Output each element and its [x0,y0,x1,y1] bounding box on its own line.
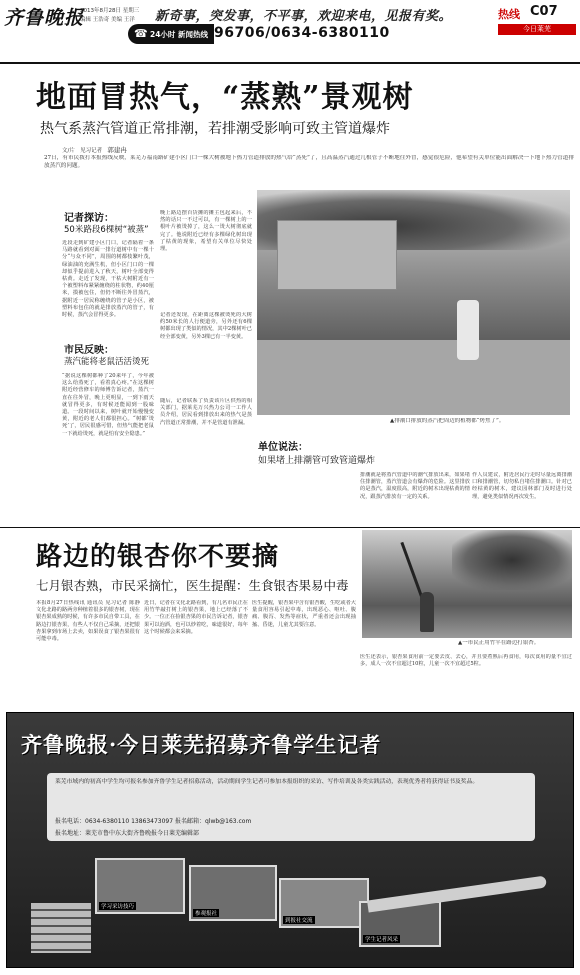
story2-headline: 路边的银杏你不要摘 [36,542,280,572]
masthead-date: 2013年8月28日 星期三 [80,8,140,14]
ginkgo-tree-shape [452,530,572,590]
story1-col1b: “据说这棵树都种了20来年了，今年被这么给蒸死了，看着真心疼。”在这棵树附近经营修车的师傅告诉记者，蒸汽一直在往外冒，晚上更明显，一到下雨天就冒得更多，有时候还能闻到一股味道。一段时间以来，树叶就开始慢慢变黄，附近的老人们都很担心。“树都‘烫死’了，居民很感可惜，但热气能把老鼠一下就给烫死，就是怕有安全隐患。” [62,373,154,437]
masthead-rule [0,62,580,64]
section-label: 热线 [498,8,520,21]
story1-col2c: 随后，记者联系了负责该片区供热的相关部门，据莱芜万兴热力公司一工作人员介绍，居民看到排放出来的热气是蒸汽管道正常排潮，并不是管道有泄漏。 [160,398,252,426]
ad-title: 齐鲁晚报·今日莱芜招募齐鲁学生记者 [21,732,382,757]
sec2-subtitle: 蒸汽能将老鼠活活烫死 [64,357,150,367]
story1-photo [257,190,570,415]
sec2-title: 市民反映： [64,345,114,356]
story-divider [0,527,580,528]
ad-photo-2: 参观报社 [189,865,277,921]
steam-pipe-shape [457,300,479,360]
masthead-slogan: 新奇事，突发事，不平事，欢迎来电，见报有奖。 [155,9,453,24]
sub-section-bar: 今日莱芜 [498,24,576,35]
road-shape [257,340,570,415]
hotline-number: 96706/0634-6380110 [214,25,390,41]
story2-col1: 本报8月27日热线讯 通讯员 见习记者 陈静 文化北路的路两旁种植着很多的银杏树，现在银杏果成熟的时候，有许多市民自带工具，在路边打银杏果，有些人不仅自己采摘，还把银杏果拿到市场上去卖，如果误食了银杏果很有可能中毒。 [36,600,140,643]
story2-subhead: 七月银杏熟，市民采摘忙，医生提醒：生食银杏果易中毒 [36,578,349,593]
story1-headline: 地面冒热气，“蒸熟”景观树 [36,80,414,115]
hotline-badge: ☎ 24小时 新闻热线 [128,24,214,44]
sec1-title: 记者探访： [64,213,114,224]
story2-col4: 医生还表示，银杏果食用前一定要去皮、去心，并且要煮熟后再食用，每次食用的量不宜过多，成人一次不宜超过10粒，儿童一次不宜超过5粒。 [360,654,572,668]
story1-col3a: 排潮就是将蒸汽管道中的潮气排放出来，如果堵住排潮管，蒸汽管道会有爆炸的危险。这里排放的是蒸汽，温度很高，附近的树木出现枯黄的情况，跟蒸汽排放有一定的关系。 [360,472,470,500]
ad-photo-3: 到报社交流 [279,878,369,928]
page-number: C07 [530,4,558,19]
story1-col2a: 晚上路边摆百货摊的摊主包起来后，不然的话只一不过可以，有一棵树上的一根叶片被烫掉了，这么一烫大树彻底就完了。他说附近已经有多棵绿化树出现了枯黄的现象，希望有关单位尽快处理。 [160,210,252,253]
ad-contact: 报名电话：0634-6380110 13863473097 报名邮箱：qlwb@163.com [55,818,252,825]
story1-col2b: 记者还发现，在距离这棵被烫死的大树约50米长的人行便道旁，另外还有6棵树都出现了类似的情况，其中2棵树叶已经全部变黄，另外3棵已有一半变黄。 [160,312,252,340]
story1-col1a: 近段走到矿建小区门口，记者隔着一条马路就看到对面一排行道树中有一棵十分“与众不同”，周围的树都枝繁叶茂，绿油油的充满生机，但小区门口的一棵却似乎提前进入了秋天，树叶全部变得枯黄。走近了发现，干枯大树附近有一个被塑料布紧紧缠绕的柱状物，约40厘米，摸被包住，但仍不断往外冒蒸汽，据附近一居民称缠绕的管子是小区，被塑料布包住的就是排放蒸汽的管子，有时候，蒸汽会冒得更多。 [62,240,154,319]
pencil-graphic [367,876,547,913]
story1-subhead: 热气系蒸汽管道正常排潮，若排潮受影响可致主管道爆炸 [40,121,390,137]
story2-col2: 近日，记者在文化北路看到，有几名市民正在用竹竿敲打树上的银杏果，地上已经落了不少。一位正在捡银杏果的市民告诉记者，银杏果可以泡酒，也可以炒着吃，味道很好，每年这个时候都会来采摘。 [144,600,248,635]
sec3-subtitle: 如果堵上排潮管可致管道爆炸 [258,456,376,466]
ad-panel [6,712,574,968]
phone-icon: ☎ [134,27,148,40]
story1-lead: 27日，有市民拨打本报热线反映，莱芜万福南路矿建小区门口一棵大树被地下热力管道排放的热气给“蒸死”了，且高温蒸汽通过几根管子不断地往外冒，感觉很危险，他希望有关单位能出面解决一下地下热力管道排放蒸汽的问题。 [44,155,574,169]
masthead-logo: 齐鲁晚报 [4,7,85,29]
story1-photo-caption: ▲排潮口排放的蒸汽把周边的植物都“烤焦了”。 [390,418,505,424]
story2-col3: 医生提醒，银杏果中含有银杏酸，生吃或者大量食用容易引起中毒，出现恶心、呕吐、腹痛、腹泻、发热等症状，严重者还会出现抽搐、昏迷，儿童尤其要注意。 [252,600,356,628]
ad-address: 报名地址：莱芜市鲁中东大街齐鲁晚报今日莱芜编辑部 [55,830,200,837]
ad-text-box [47,773,535,841]
ad-photo-4: 学生记者风采 [359,901,441,947]
building-shape [277,220,397,290]
book-stack-graphic [31,903,91,953]
sec3-title: 单位说法： [258,442,308,453]
ad-body: 莱芜市域内的初高中学生均可报名参加齐鲁学生记者招募活动，活动期间学生记者可参加本报组织的采访、写作培训及各类实践活动，表现优秀者将获得证书及奖品。 [55,779,479,785]
masthead-editors: 编辑 王浩奇 美编 王洋 [80,17,135,23]
person-shape [420,592,434,632]
story2-photo-caption: ▲一市民正用竹竿在路边打银杏。 [458,640,540,646]
sec1-subtitle: 50米路段6棵树“被蒸” [64,225,149,235]
story1-byline: 文/片 见习记者 郭建冉 [62,146,127,154]
story1-col4a: 作人员建议，附近居民行走时尽量远离排潮口和排潮管，切勿私自堵住排潮口。针对已经枯黄的树木，建议园林部门及时进行处理，避免类似情况再次发生。 [472,472,572,500]
masthead [0,0,580,62]
ad-photo-1: 学习采访技巧 [95,858,185,914]
story2-photo [362,530,572,638]
